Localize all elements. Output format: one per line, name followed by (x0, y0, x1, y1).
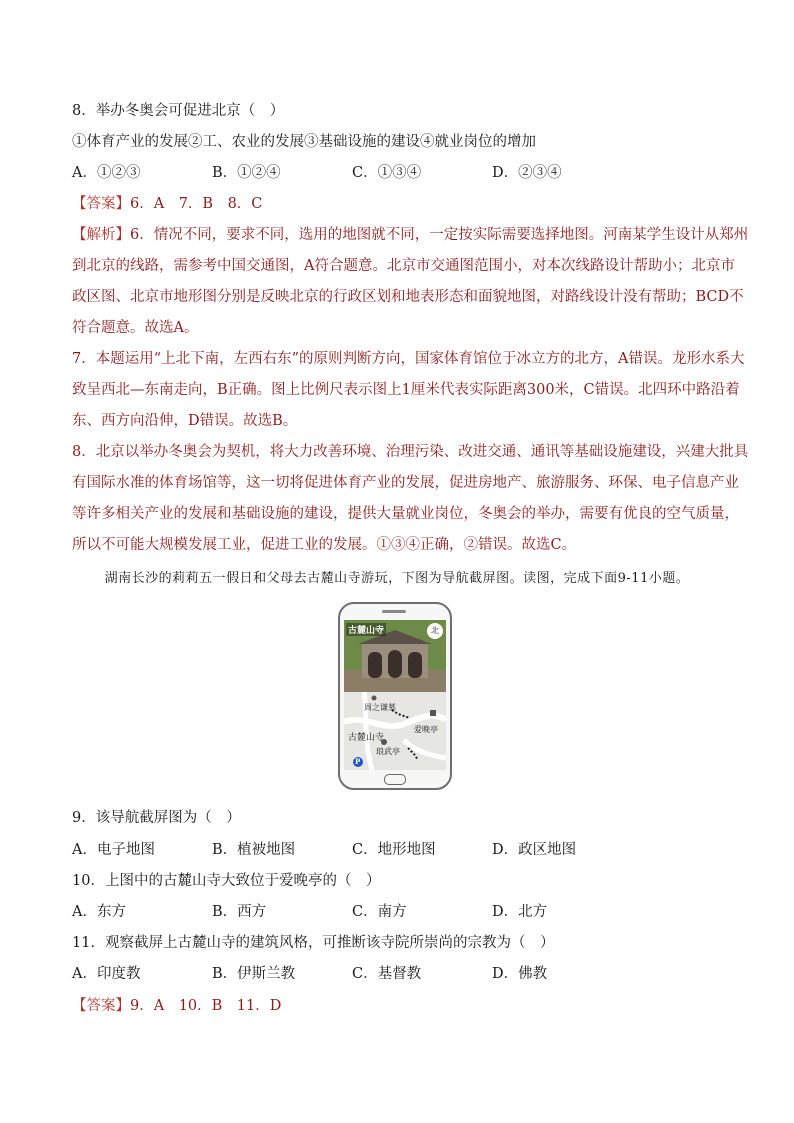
analysis-line: 符合题意。故选A。 (72, 320, 199, 336)
analysis-line: 到北京的线路，需参考中国交通图，A符合题意。北京市交通图范围小，对本次线路设计帮助小；北京市 (72, 258, 735, 274)
answer-text: 9．A 10．B 11．D (130, 998, 282, 1014)
analysis-line: 等许多相关产业的发展和基础设施的建设，提供大量就业岗位，冬奥会的举办，需要有优良的空气质量， (72, 506, 739, 522)
analysis-line-0 (72, 225, 748, 245)
q9-option-a: A．电子地图 (72, 842, 155, 858)
phone-screen (344, 620, 446, 770)
analysis-line: 7．本题运用“上北下南，左西右东”的原则判断方向，国家体育馆位于冰立方的北方，A错误。龙形水系大 (72, 351, 745, 367)
q9-option-d: D．政区地图 (492, 842, 577, 858)
map-label-tomb: 周之谦墓 (364, 703, 396, 712)
analysis-tag: 【解析】 (72, 227, 130, 243)
map-label-pavilion: 琅武亭 (376, 747, 400, 756)
q9-stem: 9．该导航截屏图为（ ） (72, 810, 241, 826)
q8-option-b: B．①②④ (212, 165, 281, 181)
answer-tag: 【答案】 (72, 196, 130, 212)
temple-photo (344, 620, 446, 692)
north-arrow-icon: 北 (427, 623, 443, 639)
answer-tag: 【答案】 (72, 998, 130, 1014)
phone-figure (338, 602, 452, 790)
analysis-line: 8．北京以举办冬奥会为契机，将大力改善环境、治理污染、改进交通、通讯等基础设施建设，兴建大批具 (72, 444, 749, 460)
q10-option-a: A．东方 (72, 904, 126, 920)
q10-stem: 10．上图中的古麓山寺大致位于爱晚亭的（ ） (72, 873, 381, 889)
answer-block-2 (72, 996, 281, 1016)
map-label-aiwan: 爱晚亭 (414, 725, 438, 734)
home-button (384, 774, 406, 785)
q11-option-d: D．佛教 (492, 966, 548, 982)
q9-option-b: B．植被地图 (212, 842, 296, 858)
figure-caption: 湖南长沙的莉莉五一假日和父母去古麓山寺游玩，下图为导航截屏图。读图，完成下面9-11小题。 (104, 571, 690, 586)
q11-option-c: C．基督教 (352, 966, 422, 982)
speaker (382, 610, 406, 613)
q8-option-c: C．①③④ (352, 165, 422, 181)
map-label-temple: 古麓山寺 (348, 733, 385, 743)
analysis-line: 政区图、北京市地形图分别是反映北京的行政区划和地表形态和面貌地图，对路线设计没有帮助；BCD不 (72, 289, 744, 305)
tomb-marker-icon (372, 696, 377, 701)
analysis-line: 所以不可能大规模发展工业，促进工业的发展。①③④正确，②错误。故选C。 (72, 537, 577, 553)
answer-text: 6．A 7．B 8．C (130, 196, 263, 212)
parking-label: P (355, 757, 361, 766)
q8-option-d: D．②③④ (492, 165, 562, 181)
analysis-line: 东、西方向沿伸，D错误。故选B。 (72, 413, 298, 429)
aiwan-marker-icon (430, 710, 436, 716)
analysis-text: 6．情况不同，要求不同，选用的地图就不同，一定按实际需要选择地图。河南某学生设计从郑州 (130, 227, 749, 243)
q8-option-a: A．①②③ (72, 165, 141, 181)
q8-stem: 8．举办冬奥会可促进北京（ ） (72, 103, 285, 119)
q10-option-d: D．北方 (492, 904, 548, 920)
answer-block-1 (72, 194, 262, 214)
analysis-line: 有国际水准的体育场馆等，这一切将促进体育产业的发展，促进房地产、旅游服务、环保、电子信息产业 (72, 475, 739, 491)
q9-option-c: C．地形地图 (352, 842, 436, 858)
q11-stem: 11．观察截屏上古麓山寺的建筑风格，可推断该寺院所崇尚的宗教为（ ） (72, 935, 555, 951)
q8-items: ①体育产业的发展②工、农业的发展③基础设施的建设④就业岗位的增加 (72, 134, 536, 150)
analysis-line: 致呈西北—东南走向，B正确。图上比例尺表示图上1厘米代表实际距离300米，C错误。北四环中路沿着 (72, 382, 740, 398)
q10-option-c: C．南方 (352, 904, 407, 920)
q11-option-b: B．伊斯兰教 (212, 966, 296, 982)
q11-option-a: A．印度教 (72, 966, 141, 982)
photo-title: 古麓山寺 (346, 623, 386, 636)
q10-option-b: B．西方 (212, 904, 267, 920)
